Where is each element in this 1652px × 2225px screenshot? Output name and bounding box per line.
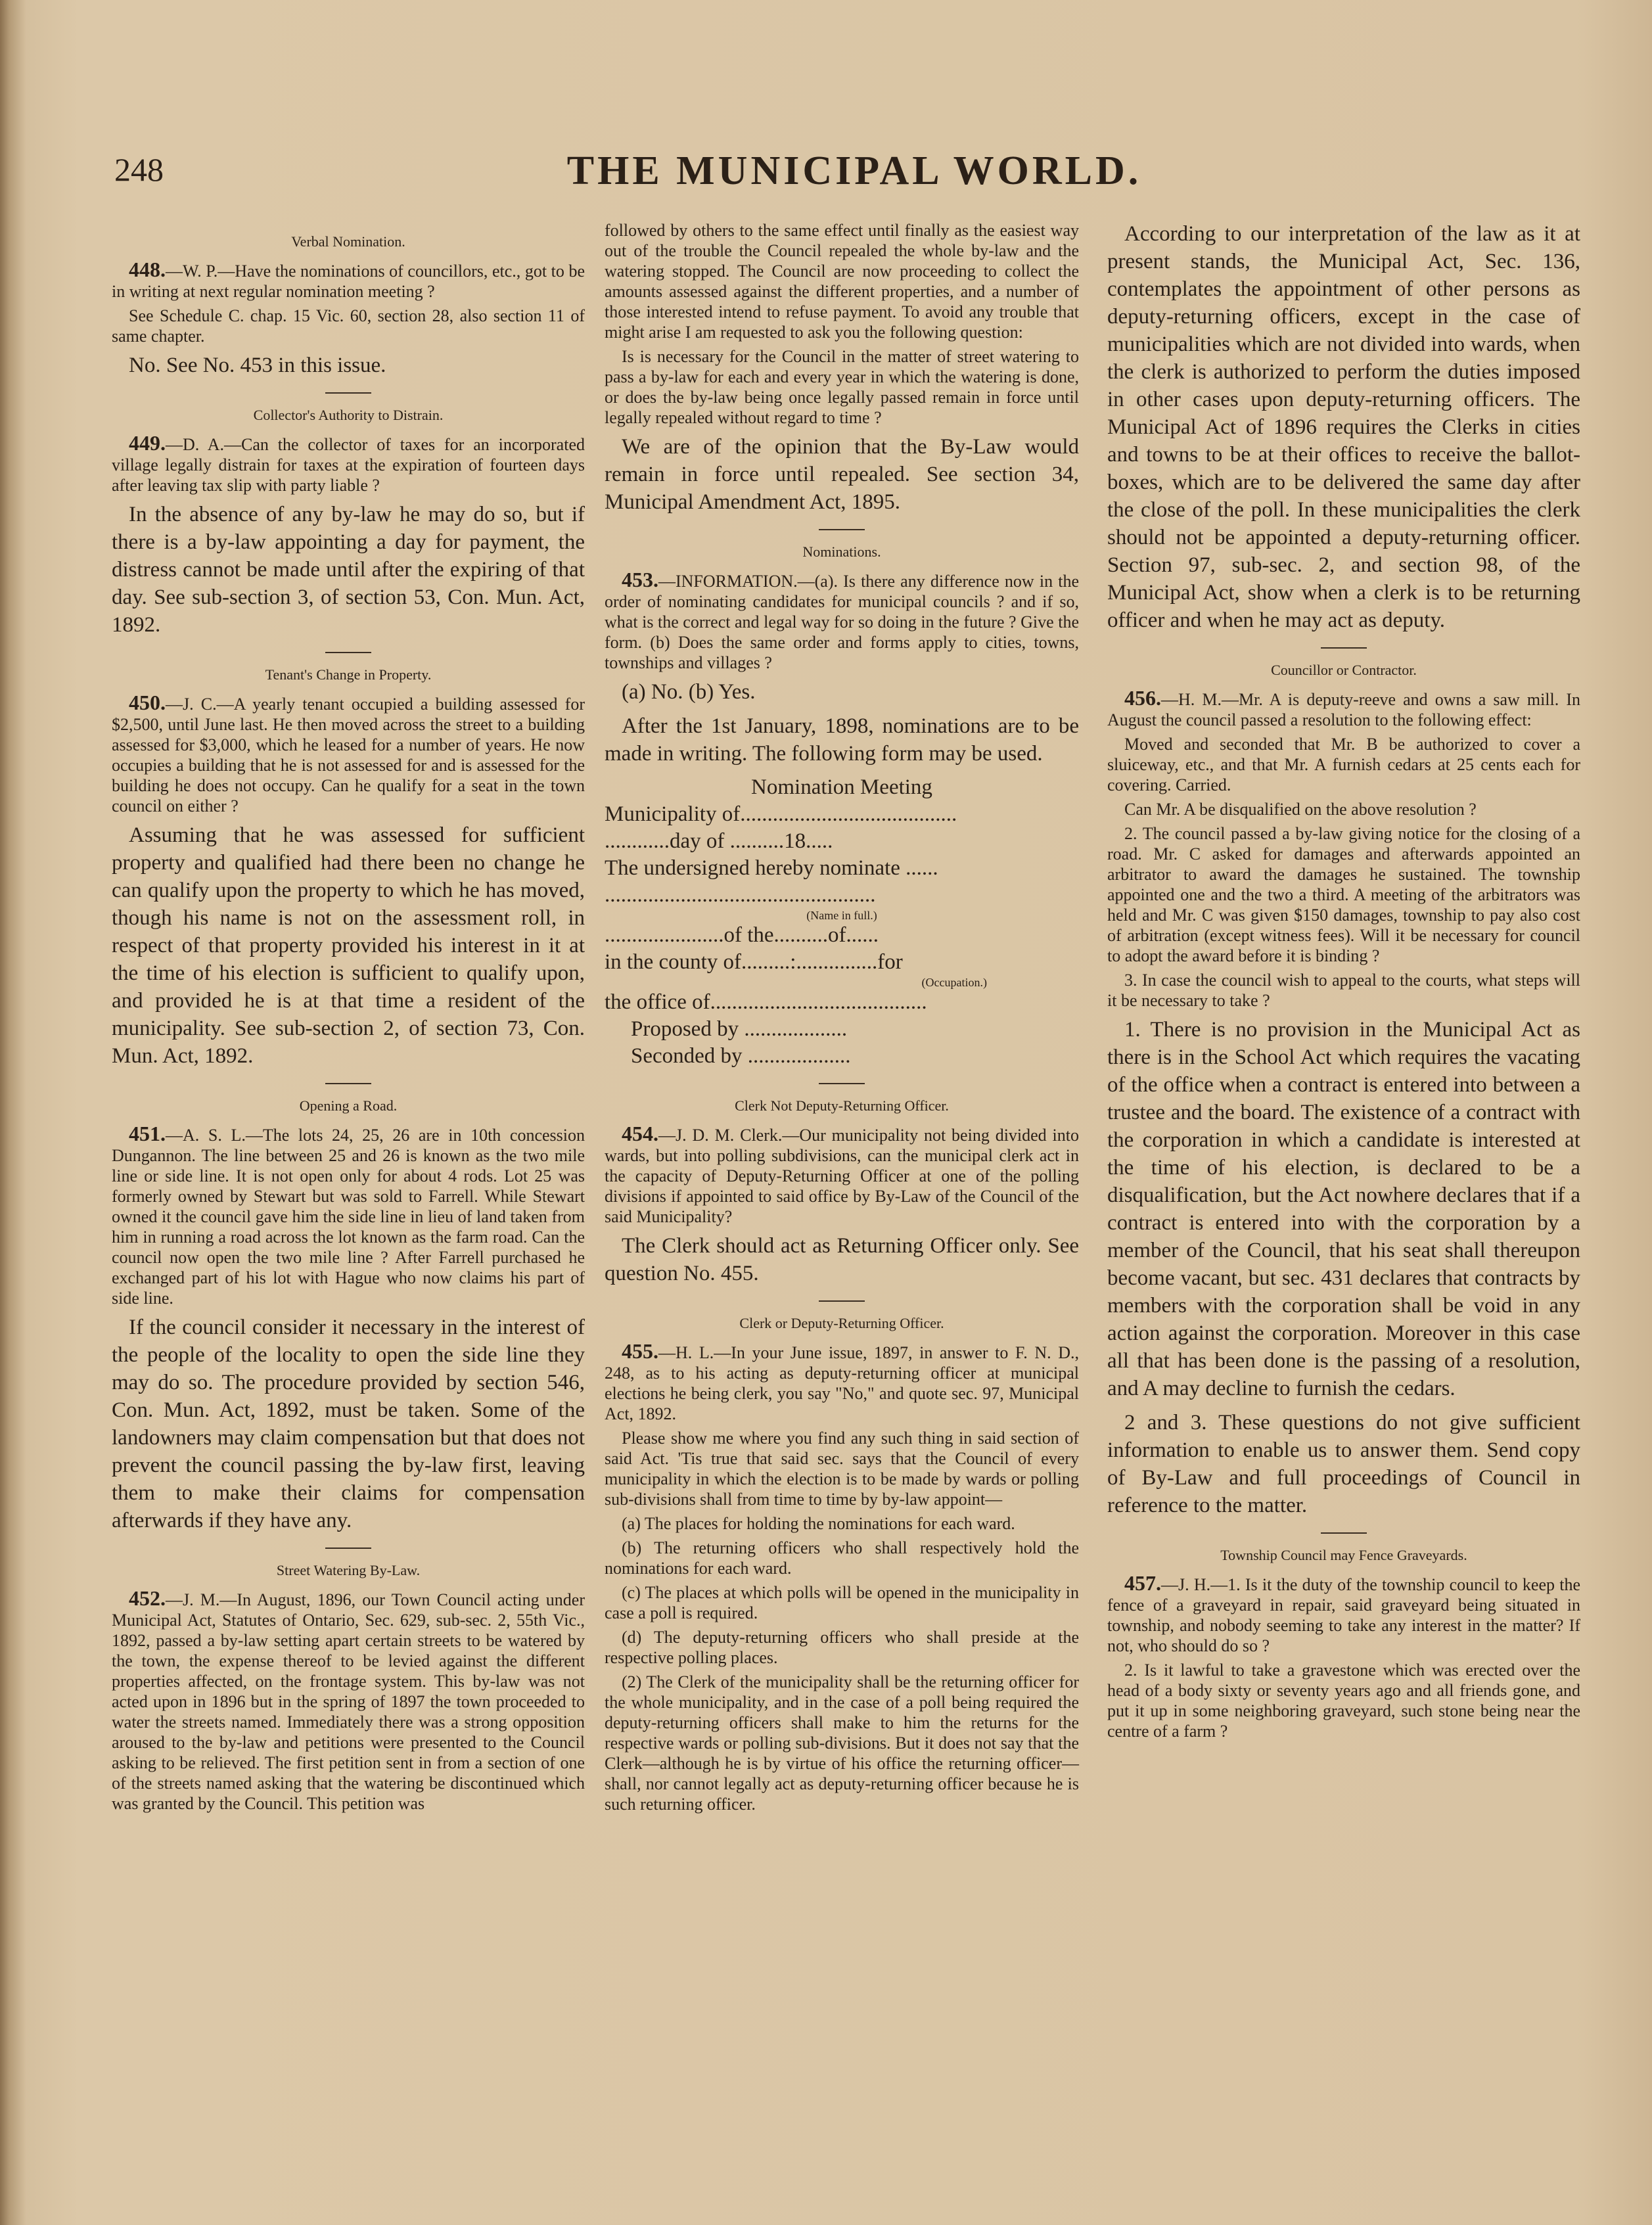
form-line-nominate: The undersigned hereby nominate ...... [605,856,938,880]
heading-448: Verbal Nomination. [291,233,405,250]
question-455-item-b: (b) The returning officers who shall respectively hold the nominations for each ward. [605,1538,1079,1578]
answer-451: If the council consider it necessary in the interest of the people of the locality to open the side line they may do so. The procedure provided by section 546, Con. Mun. Act, 1892, must be taken. Some of the landowners may claim compensation but that does not prevent the council passing the by-law first, leaving them to make their claims for compensation afterwards if they have any. [112,1316,585,1532]
question-456-part3: 3. In case the council wish to appeal to the courts, what steps will it be necessary to take ? [1107,971,1580,1010]
answer-453b: After the 1st January, 1898, nominations are to be made in writing. The following form may be used. [605,714,1079,766]
question-text: —H. L.—In your June issue, 1897, in answer to F. N. D., 248, as to his acting as deputy-returning officer at municipal elections he being clerk, you say "No," and quote sec. 97, Municipal Act, 1892. [605,1343,1079,1423]
question-number: 457. [1124,1571,1161,1595]
question-text: —J. M.—In August, 1896, our Town Council acting under Municipal Act, Statutes of Ontario, Sec. 629, sub-sec. 2, 55th Vic., 1892, passed a by-law setting apart certain streets to be watered by the town, the expense thereof to be levied against the different properties affected, on the frontage system. This by-law was not acted upon in 1896 but in the spring of 1897 the town proceeded to water the streets named. Immediately there was a strong opposition aroused to the by-law and petitions were presented to the Council asking to be relieved. The first petition sent in from a section of one of the streets named asking that the watering be discontinued which was granted by the Council. This petition was [112,1590,585,1813]
question-455-item-d: (d) The deputy-returning officers who shall preside at the respective polling places. [605,1628,1079,1667]
question-455-para: Please show me where you find any such thing in said section of said Act. 'Tis true that said sec. says that the Council of every municipality in which the election is to be made by wards or polling sub-divisions shall from time to time by by-law appoint— [605,1429,1079,1509]
question-453 [605,570,1079,673]
page-header [112,148,1597,200]
answer-456b: 2 and 3. These questions do not give sufficient information to enable us to answer them. Send copy of By-Law and full proceedings of Council in reference to the matter. [1107,1411,1580,1517]
answer-450: Assuming that he was assessed for sufficient property and qualified had there been no change he can qualify upon the property to which he has moved, though his name is not on the assessment roll, in respect of that property provided his interest in it at the time of his election is sufficient to qualify upon, and provided he is at that time a resident of the municipality. See sub-section 2, of section 73, Con. Mun. Act, 1892. [112,823,585,1068]
heading-456: Councillor or Contractor. [1271,662,1417,678]
answer-449: In the absence of any by-law he may do so, but if there is a by-law appointing a day for payment, the distress cannot be made until after the expiring of that day. See sub-section 3, of section 53, Con. Mun. Act, 1892. [112,503,585,637]
heading-453: Nominations. [802,543,881,560]
divider [819,529,865,530]
form-line-proposed: Proposed by ................... [631,1017,848,1041]
question-455-item-2: (2) The Clerk of the municipality shall be the returning officer for the whole municipality, and in the case of a poll being required the deputy-returning officers shall make to him the returns for the respective wards or polling sub-divisions. But it does not say that the Clerk—although he is by virtue of his office the returning officer—shall, nor cannot legally act as deputy-returning officer because he is such returning officer. [605,1672,1079,1814]
question-text: —D. A.—Can the collector of taxes for an incorporated village legally distrain for taxes at the expiration of fourteen days after leaving tax slip with party liable ? [112,435,585,495]
divider [1321,647,1367,649]
divider [819,1083,865,1084]
question-text: —W. P.—Have the nominations of councillors, etc., got to be in writing at next regular nomination meeting ? [112,262,585,301]
divider [1321,1532,1367,1534]
answer-448: No. See No. 453 in this issue. [129,354,386,377]
divider [325,1548,371,1549]
form-line-of-the: ......................of the..........of...... [605,923,879,947]
answer-453a: (a) No. (b) Yes. [622,680,756,704]
question-text: —J. H.—1. Is it the duty of the township council to keep the fence of a graveyard in repair, said graveyard being situated in township, and nobody seeming to take any interest in the matter? If not, who should do so ? [1107,1575,1580,1655]
heading-455: Clerk or Deputy-Returning Officer. [739,1315,944,1331]
divider [325,1083,371,1084]
page-number: 248 [114,151,164,188]
form-line-seconded: Seconded by ................... [631,1044,851,1068]
question-text: —J. D. M. Clerk.—Our municipality not being divided into wards, but into polling subdivisions, can the municipal clerk act in the capacity of Deputy-Returning Officer at one of the polling divisions if appointed to said office by By-Law of the Council of the said Municipality? [605,1126,1079,1226]
question-number: 450. [129,691,166,714]
form-note-name: (Name in full.) [806,909,877,922]
question-448 [112,260,585,302]
question-number: 451. [129,1122,166,1145]
question-457 [1107,1573,1580,1656]
divider [325,652,371,653]
divider [819,1300,865,1302]
question-text: —H. M.—Mr. A is deputy-reeve and owns a saw mill. In August the council passed a resolution to the following effect: [1107,690,1580,729]
question-452 [112,1588,585,1814]
question-457-part2: 2. Is it lawful to take a gravestone which was erected over the head of a body sixty or seventy years ago and all friends gone, and put it up in some neighboring graveyard, such stone being near the centre of a farm ? [1107,1661,1580,1741]
question-456-part1: Can Mr. A be disqualified on the above resolution ? [1124,800,1477,819]
question-451 [112,1124,585,1308]
question-text: —J. C.—A yearly tenant occupied a building assessed for $2,500, until June last. He then moved across the street to a building assessed for $3,000, which he leased for a number of years. He now occupies a building that he is not assessed for and is assessed for the building he does not occupy. Can he qualify for a seat in the town council on either ? [112,695,585,815]
question-455 [605,1341,1079,1424]
form-line-date: ............day of ..........18..... [605,829,833,853]
heading-457: Township Council may Fence Graveyards. [1220,1547,1467,1563]
heading-454: Clerk Not Deputy-Returning Officer. [735,1097,949,1114]
question-448-note: See Schedule C. chap. 15 Vic. 60, section 28, also section 11 of same chapter. [112,306,585,346]
question-456-resolution: Moved and seconded that Mr. B be authorized to cover a sluiceway, etc., and that Mr. A furnish cedars at 25 cents each for covering. Carried. [1107,735,1580,794]
form-line-office: the office of........................................ [605,990,927,1014]
form-line-name: .................................................. [605,883,876,907]
column-3 [1107,220,1580,1745]
question-text: —INFORMATION.—(a). Is there any difference now in the order of nominating candidates for municipal councils ? and if so, what is the correct and legal way for so doing in the future ? Give the form. (b) Does the same order and forms apply to cities, towns, townships and villages ? [605,572,1079,672]
question-456-part2: 2. The council passed a by-law giving notice for the closing of a road. Mr. C asked for damages and afterwards appointed an arbitrator to award the damages he sustained. The township appointed one and the two a third. A meeting of the arbitrators was held and Mr. C was given $150 damages, township to pay also cost of arbitration (except witness fees). Will it be necessary for council to adopt the award before it is binding ? [1107,824,1580,965]
question-456 [1107,688,1580,730]
question-452-continued: followed by others to the same effect until finally as the easiest way out of the trouble the Council repealed the whole by-law and the watering stopped. The Council are now proceeding to collect the amounts assessed against the different properties, and a number of those interested intend to refuse payment. To avoid any trouble that might arise I am requested to ask you the following question: [605,221,1079,342]
question-number: 449. [129,431,166,455]
heading-452: Street Watering By-Law. [276,1562,421,1578]
question-455-item-c: (c) The places at which polls will be opened in the municipality in case a poll is required. [605,1583,1079,1622]
question-449 [112,433,585,495]
question-number: 453. [622,568,658,591]
column-2 [605,220,1079,1818]
heading-450: Tenant's Change in Property. [265,666,432,683]
form-line-county: in the county of.........:...............for [605,950,903,974]
answer-454: The Clerk should act as Returning Officer only. See question No. 455. [605,1234,1079,1285]
nomination-form [605,774,1079,1070]
answer-456: 1. There is no provision in the Municipal Act as there is in the School Act which requires the vacating of the office when a contract is entered into between a trustee and the board. The existence of a contract with the corporation in which a candidate is interested at the time of his election, is declared to be a disqualification, but the Act nowhere declares that if a contract is entered into with the corporation by a member of the Council, that his seat shall thereupon become vacant, but sec. 431 declares that contracts by members with the corporation shall be void in any action against the corporation. Moreover in this case all that has been done is the passing of a resolution, and A may decline to furnish the cedars. [1107,1018,1580,1400]
form-note-occupation: (Occupation.) [921,976,987,989]
heading-451: Opening a Road. [299,1097,398,1114]
question-number: 455. [622,1339,658,1363]
question-number: 452. [129,1586,166,1610]
question-455-item-a: (a) The places for holding the nominations for each ward. [622,1514,1015,1533]
form-title: Nomination Meeting [751,775,932,799]
question-number: 456. [1124,686,1161,710]
divider [325,392,371,394]
column-1 [112,220,585,1818]
question-text: —A. S. L.—The lots 24, 25, 26 are in 10th concession Dungannon. The line between 25 and 26 is known as the two mile line or side line. It is not open only for about 4 rods. Lot 25 was formerly owned by Stewart but was sold to Farrell. While Stewart owned it the council gave him the side line in lieu of land taken from him in running a road across the lot known as the farm road. Can the council now open the two mile line ? After Farrell purchased he exchanged part of his lot with Hague who now claims his part of side line. [112,1126,585,1308]
question-number: 448. [129,258,166,281]
form-line-municipality: Municipality of........................................ [605,802,957,826]
heading-449: Collector's Authority to Distrain. [253,407,444,423]
answer-455: According to our interpretation of the law as it at present stands, the Municipal Act, Sec. 136, contemplates the appointment of other persons as deputy-returning officers, except in the case of municipalities which are not divided into wards, when the clerk is authorized to perform the duties imposed in other cases upon deputy-returning officers. The Municipal Act of 1896 requires the Clerks in cities and towns to be at their offices to receive the ballot-boxes, which are to be delivered the same day after the close of the poll. In these municipalities the clerk should not be appointed a deputy-returning officer. Section 97, sub-sec. 2, and section 98, of the Municipal Act, show when a clerk is to be returning officer and when he may act as deputy. [1107,222,1580,632]
question-454 [605,1124,1079,1227]
question-number: 454. [622,1122,658,1145]
question-450 [112,693,585,816]
masthead-title: THE MUNICIPAL WORLD. [566,149,1142,193]
answer-452: We are of the opinion that the By-Law would remain in force until repealed. See section 34, Municipal Amendment Act, 1895. [605,435,1079,514]
question-452-question: Is is necessary for the Council in the matter of street watering to pass a by-law for each and every year in which the watering is done, or does the by-law being once legally passed remain in force until legally repealed without regard to time ? [605,347,1079,427]
